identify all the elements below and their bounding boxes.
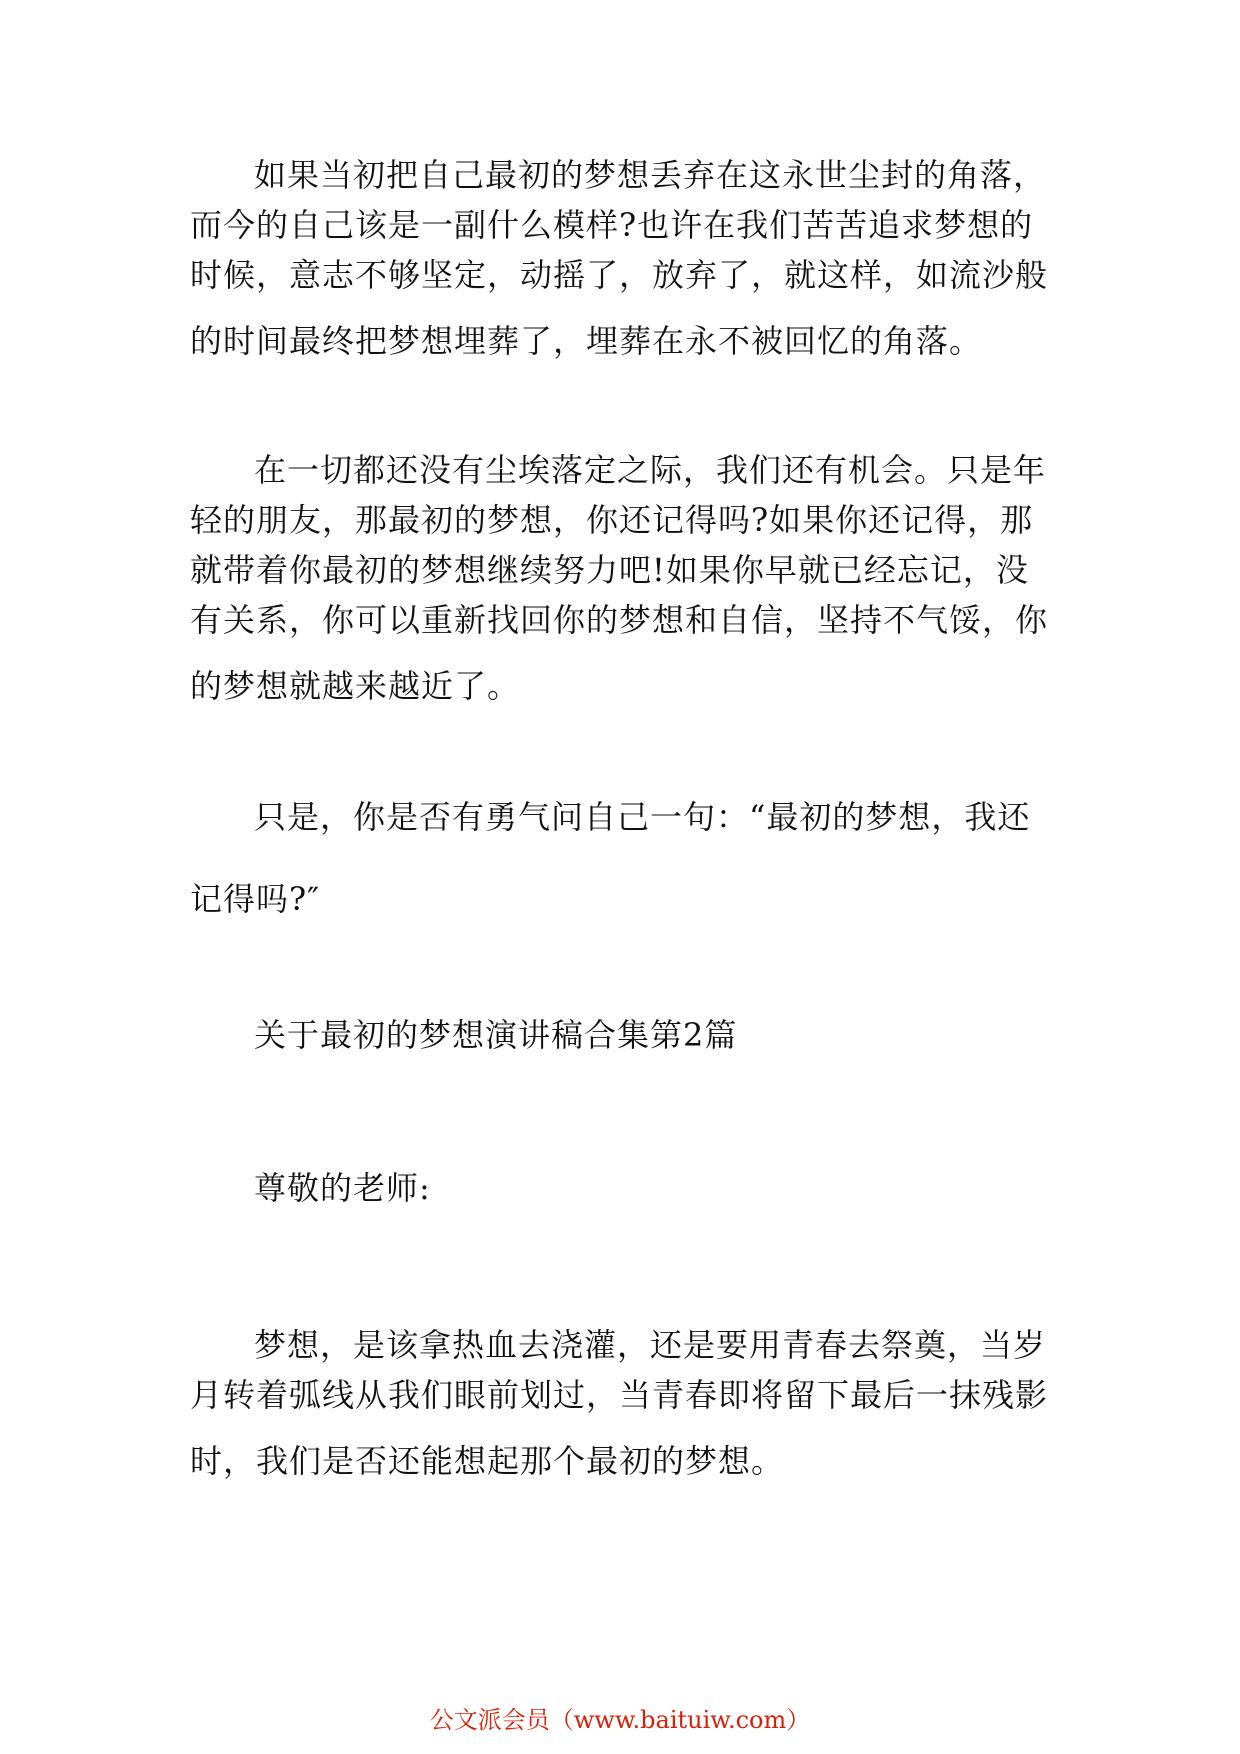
paragraph-line: 而今的自己该是一副什么模样?也许在我们苦苦追求梦想的 xyxy=(190,206,1034,244)
paragraph-1 xyxy=(190,150,1056,366)
paragraph-line: 轻的朋友，那最初的梦想，你还记得吗?如果你还记得，那 xyxy=(190,501,1034,539)
paragraph-3 xyxy=(190,792,1056,924)
paragraph-line: 在一切都还没有尘埃落定之际，我们还有机会。只是年 xyxy=(254,451,1047,489)
paragraph-line: 梦想，是该拿热血去浇灌，还是要用青春去祭奠，当岁 xyxy=(254,1326,1047,1364)
paragraph-2 xyxy=(190,445,1056,711)
paragraph-line: 的梦想就越来越近了。 xyxy=(190,667,521,705)
paragraph-line: 如果当初把自己最初的梦想丢弃在这永世尘封的角落， xyxy=(254,156,1047,194)
section-heading-text: 关于最初的梦想演讲稿合集第2篇 xyxy=(254,1016,738,1054)
paragraph-line: 记得吗?″ xyxy=(190,880,321,918)
paragraph-line: 月转着弧线从我们眼前划过，当青春即将留下最后一抹残影 xyxy=(190,1376,1049,1414)
salutation xyxy=(190,1163,1056,1213)
paragraph-line: 时，我们是否还能想起那个最初的梦想。 xyxy=(190,1442,785,1480)
paragraph-line: 就带着你最初的梦想继续努力吧!如果你早就已经忘记，没 xyxy=(190,551,1029,589)
footer-watermark: 公文派会员（www.baituiw.com） xyxy=(429,1706,811,1734)
paragraph-line: 时候，意志不够坚定，动摇了，放弃了，就这样，如流沙般 xyxy=(190,256,1049,294)
paragraph-4 xyxy=(190,1320,1056,1486)
salutation-text: 尊敬的老师: xyxy=(254,1169,431,1207)
paragraph-line: 的时间最终把梦想埋葬了，埋葬在永不被回忆的角落。 xyxy=(190,322,983,360)
section-heading xyxy=(190,1010,1056,1060)
paragraph-line: 只是，你是否有勇气问自己一句：“最初的梦想，我还 xyxy=(254,798,1031,836)
paragraph-line: 有关系，你可以重新找回你的梦想和自信，坚持不气馁，你 xyxy=(190,601,1049,639)
